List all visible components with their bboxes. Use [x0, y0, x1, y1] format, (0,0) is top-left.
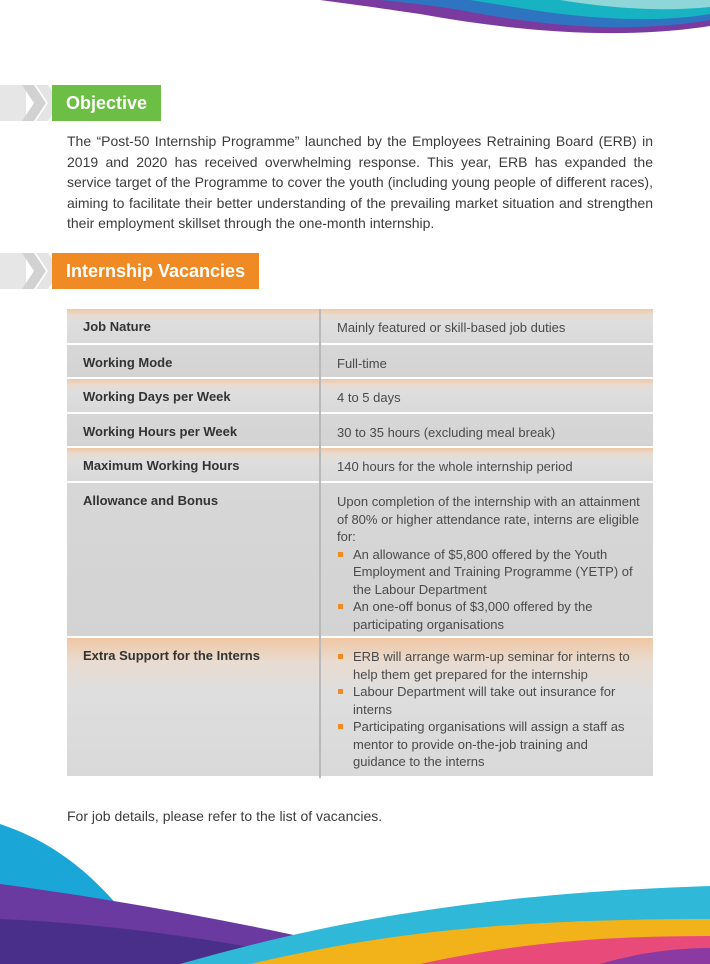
row-value: [320, 482, 653, 637]
row-value: Mainly featured or skill-based job duties: [320, 309, 653, 344]
row-label: Working Days per Week: [67, 378, 320, 413]
table-row: [67, 344, 653, 378]
allowance-list: [337, 546, 641, 634]
objective-paragraph: The “Post-50 Internship Programme” launched by the Employees Retraining Board (ERB) in 2019 and 2020 has received overwhelming response. This year, ERB has expanded the service target of the Programme to cover the youth (including young people of different races), aiming to facilitate their better understanding of the prevailing market situation and strengthen their employment skillset through the one-month internship.: [67, 133, 653, 232]
table-row: [67, 637, 653, 777]
list-item: ERB will arrange warm-up seminar for interns to help them get prepared for the internship: [337, 648, 641, 683]
double-chevron-icon: [0, 253, 60, 289]
row-label: Job Nature: [67, 309, 320, 344]
objective-title: Objective: [52, 85, 161, 121]
double-chevron-icon: [0, 85, 60, 121]
row-label: Working Hours per Week: [67, 413, 320, 447]
list-item: An allowance of $5,800 offered by the Youth Employment and Training Programme (YETP) of the Labour Department: [337, 546, 641, 599]
top-wave-decoration: [0, 0, 710, 40]
table-row: [67, 447, 653, 482]
list-item: Labour Department will take out insurance for interns: [337, 683, 641, 718]
bottom-wave-decoration: [0, 824, 710, 964]
row-label: Allowance and Bonus: [67, 482, 320, 637]
row-value: 140 hours for the whole internship period: [320, 447, 653, 482]
allowance-intro: Upon completion of the internship with an attainment of 80% or higher attendance rate, interns are eligible for:: [337, 494, 640, 544]
row-value: 4 to 5 days: [320, 378, 653, 413]
row-label: Working Mode: [67, 344, 320, 378]
row-value: Full-time: [320, 344, 653, 378]
objective-heading: [0, 85, 300, 121]
support-list: [337, 648, 641, 771]
vacancies-title: Internship Vacancies: [52, 253, 259, 289]
list-item: Participating organisations will assign a staff as mentor to provide on-the-job training and guidance to the interns: [337, 718, 641, 771]
row-value: 30 to 35 hours (excluding meal break): [320, 413, 653, 447]
table-row: [67, 309, 653, 344]
vacancies-heading: [0, 253, 300, 289]
footer-note: For job details, please refer to the list of vacancies.: [67, 808, 383, 824]
row-label: Extra Support for the Interns: [67, 637, 320, 777]
row-label: Maximum Working Hours: [67, 447, 320, 482]
table-row: [67, 413, 653, 447]
row-value: [320, 637, 653, 777]
table-row: [67, 482, 653, 637]
list-item: An one-off bonus of $3,000 offered by the participating organisations: [337, 598, 641, 633]
table-row: [67, 378, 653, 413]
vacancies-table: [67, 309, 653, 778]
